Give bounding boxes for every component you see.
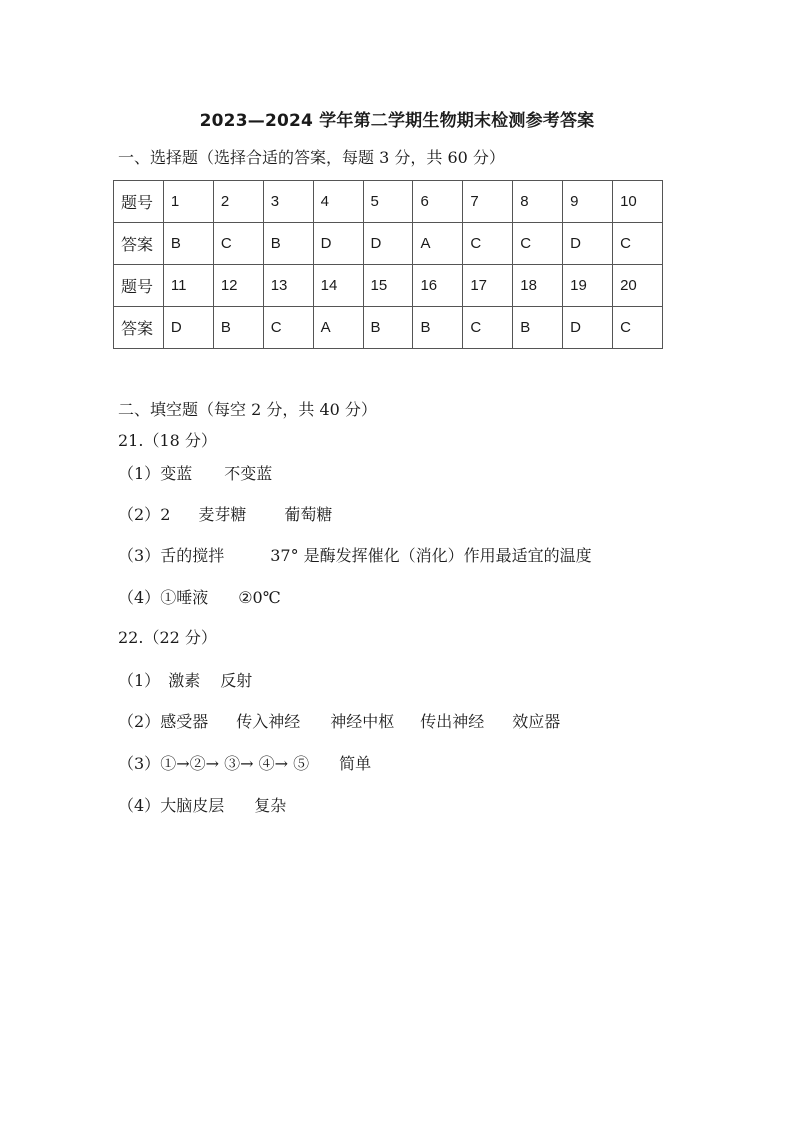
answer-21-3	[118, 546, 592, 566]
question-22-label: 22.（22 分）	[118, 628, 217, 647]
item-number: （3）	[118, 754, 161, 773]
table-cell: 5	[363, 181, 413, 223]
table-cell: 2	[213, 181, 263, 223]
table-cell: D	[563, 307, 613, 349]
table-row	[114, 223, 663, 265]
table-cell: A	[313, 307, 363, 349]
answer-22-2	[118, 712, 560, 732]
table-cell: 3	[263, 181, 313, 223]
row-header-number: 题号	[114, 181, 164, 223]
answer-21-1	[118, 464, 272, 484]
table-cell: C	[613, 223, 663, 265]
table-cell: 16	[413, 265, 463, 307]
table-cell: A	[413, 223, 463, 265]
item-number: （1）	[118, 464, 161, 483]
page-title: 2023—2024 学年第二学期生物期末检测参考答案	[199, 111, 595, 131]
answer-text: 神经中枢	[330, 712, 395, 731]
table-cell: 12	[213, 265, 263, 307]
table-cell: B	[263, 223, 313, 265]
item-number: （3）	[118, 546, 161, 565]
item-number: （4）	[118, 796, 161, 815]
question-21-label: 21.（18 分）	[118, 431, 217, 450]
row-header-answer: 答案	[114, 223, 164, 265]
answer-text: 舌的搅拌	[160, 546, 225, 565]
table-cell: B	[213, 307, 263, 349]
table-cell: C	[463, 223, 513, 265]
answer-22-1	[118, 671, 252, 691]
section2-heading: 二、填空题（每空 2 分，共 40 分）	[118, 400, 377, 419]
table-cell: D	[313, 223, 363, 265]
table-row	[114, 307, 663, 349]
table-cell: D	[363, 223, 413, 265]
answer-text: 反射	[220, 671, 253, 690]
item-number: （1）	[118, 671, 161, 690]
table-cell: B	[513, 307, 563, 349]
table-cell: C	[213, 223, 263, 265]
table-cell: C	[613, 307, 663, 349]
table-cell: C	[463, 307, 513, 349]
table-cell: 11	[163, 265, 213, 307]
table-cell: 15	[363, 265, 413, 307]
table-cell: 6	[413, 181, 463, 223]
answer-text: 不变蓝	[224, 464, 273, 483]
table-cell: B	[413, 307, 463, 349]
answer-22-3	[118, 754, 371, 774]
table-cell: 1	[163, 181, 213, 223]
table-cell: 17	[463, 265, 513, 307]
answer-text: ①→②→ ③→ ④→ ⑤	[160, 754, 310, 773]
table-cell: C	[513, 223, 563, 265]
table-cell: D	[163, 307, 213, 349]
table-cell: B	[163, 223, 213, 265]
answer-text: 2	[160, 505, 171, 524]
answer-21-4	[118, 588, 281, 608]
answer-text: 效应器	[512, 712, 561, 731]
answer-text: ①唾液	[160, 588, 209, 607]
table-cell: D	[563, 223, 613, 265]
answer-text: 复杂	[254, 796, 287, 815]
table-cell: 9	[563, 181, 613, 223]
table-cell: 14	[313, 265, 363, 307]
table-row	[114, 181, 663, 223]
table-row	[114, 265, 663, 307]
table-cell: 7	[463, 181, 513, 223]
table-cell: C	[263, 307, 313, 349]
answer-text: 大脑皮层	[160, 796, 225, 815]
answer-text: 麦芽糖	[198, 505, 247, 524]
answer-table	[113, 180, 663, 349]
answer-text: 传出神经	[420, 712, 485, 731]
answer-text: 变蓝	[160, 464, 193, 483]
table-cell: 13	[263, 265, 313, 307]
table-cell: 8	[513, 181, 563, 223]
item-number: （2）	[118, 505, 161, 524]
table-cell: 19	[563, 265, 613, 307]
table-cell: 4	[313, 181, 363, 223]
section1-heading: 一、选择题（选择合适的答案，每题 3 分，共 60 分）	[118, 148, 505, 167]
table-cell: 10	[613, 181, 663, 223]
answer-text: 简单	[339, 754, 372, 773]
answer-text: 传入神经	[236, 712, 301, 731]
row-header-answer: 答案	[114, 307, 164, 349]
table-cell: 20	[613, 265, 663, 307]
answer-text: 感受器	[160, 712, 209, 731]
table-cell: 18	[513, 265, 563, 307]
answer-text: ②0℃	[238, 588, 281, 607]
answer-text: 激素	[168, 671, 201, 690]
item-number: （4）	[118, 588, 161, 607]
answer-21-2	[118, 505, 332, 525]
answer-text: 葡萄糖	[284, 505, 333, 524]
table-cell: B	[363, 307, 413, 349]
answer-22-4	[118, 796, 286, 816]
row-header-number: 题号	[114, 265, 164, 307]
answer-text: 37° 是酶发挥催化（消化）作用最适宜的温度	[270, 546, 592, 565]
item-number: （2）	[118, 712, 161, 731]
